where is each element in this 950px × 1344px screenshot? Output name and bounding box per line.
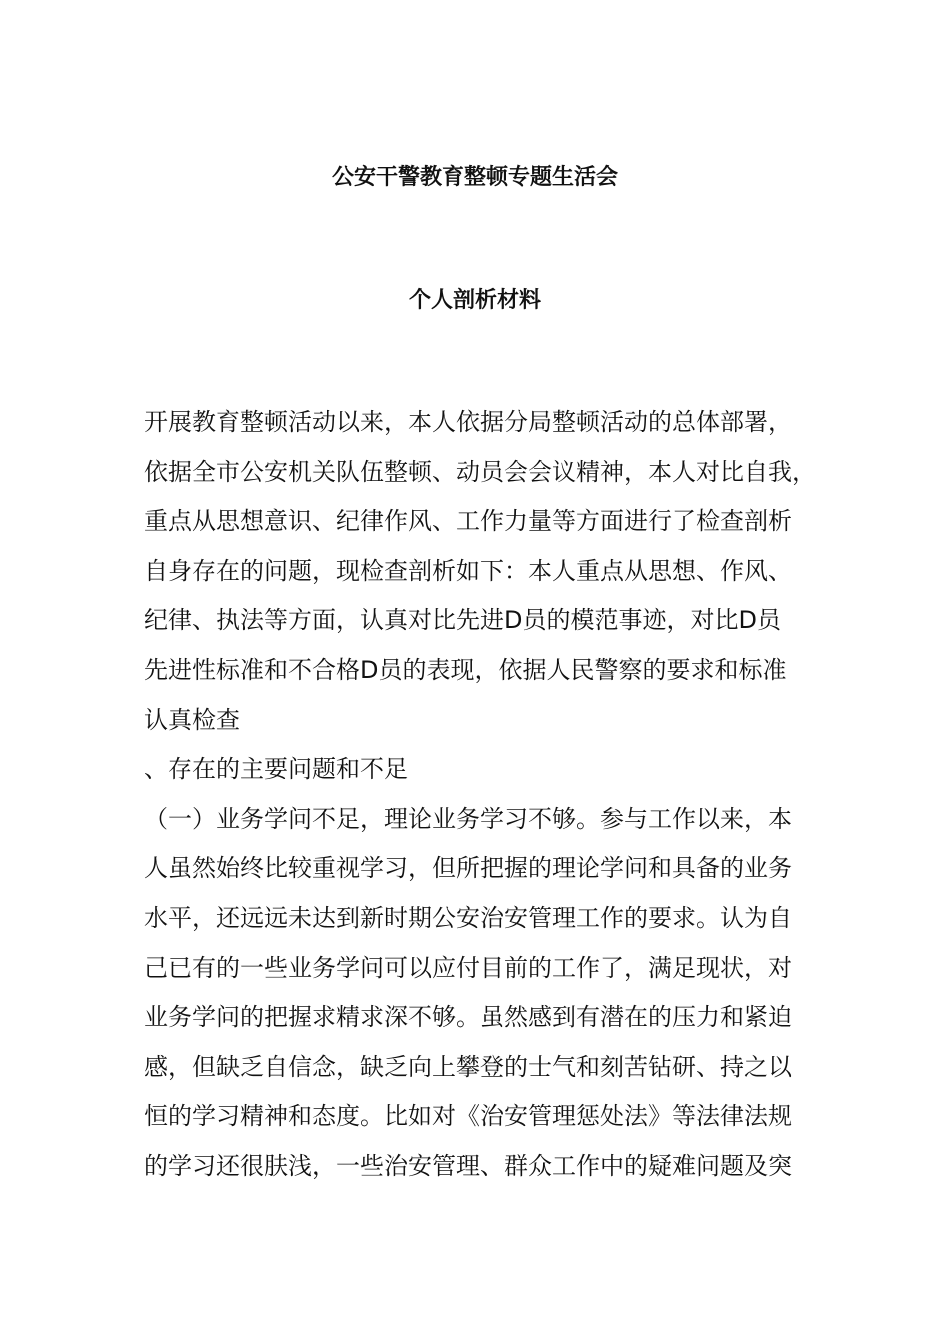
body-line: 开展教育整顿活动以来，本人依据分局整顿活动的总体部署， (144, 408, 792, 436)
body-line: 重点从思想意识、纪律作风、工作力量等方面进行了检查剖析 (144, 507, 792, 536)
body-line: 自身存在的问题，现检查剖析如下：本人重点从思想、作风、 (144, 556, 792, 585)
body-line: 恒的学习精神和态度。比如对《治安管理惩处法》等法律法规 (144, 1102, 792, 1131)
document-title: 公安干警教育整顿专题生活会 (331, 165, 618, 190)
body-line: 人虽然始终比较重视学习，但所把握的理论学问和具备的业务 (144, 854, 792, 883)
document-body (144, 398, 834, 1192)
body-line: 业务学问的把握求精求深不够。虽然感到有潜在的压力和紧迫 (144, 1003, 792, 1032)
body-line: （一）业务学问不足，理论业务学习不够。参与工作以来，本 (144, 804, 792, 833)
document-subtitle: 个人剖析材料 (408, 288, 541, 313)
body-line: 依据全市公安机关队伍整顿、动员会会议精神，本人对比自我， (144, 457, 816, 486)
body-line: 水平，还远远未达到新时期公安治安管理工作的要求。认为自 (144, 903, 792, 932)
section-heading: 、存在的主要问题和不足 (144, 755, 408, 784)
body-line: 纪律、执法等方面，认真对比先进D员的模范事迹，对比D员 (144, 606, 781, 635)
body-line: 感，但缺乏自信念，缺乏向上攀登的士气和刻苦钻研、持之以 (144, 1052, 792, 1081)
body-line: 己已有的一些业务学问可以应付目前的工作了，满足现状，对 (144, 953, 792, 982)
body-line: 认真检查 (144, 705, 240, 734)
body-line: 的学习还很肤浅，一些治安管理、群众工作中的疑难问题及突 (144, 1151, 792, 1180)
body-line: 先进性标准和不合格D员的表现，依据人民警察的要求和标准 (144, 655, 787, 684)
